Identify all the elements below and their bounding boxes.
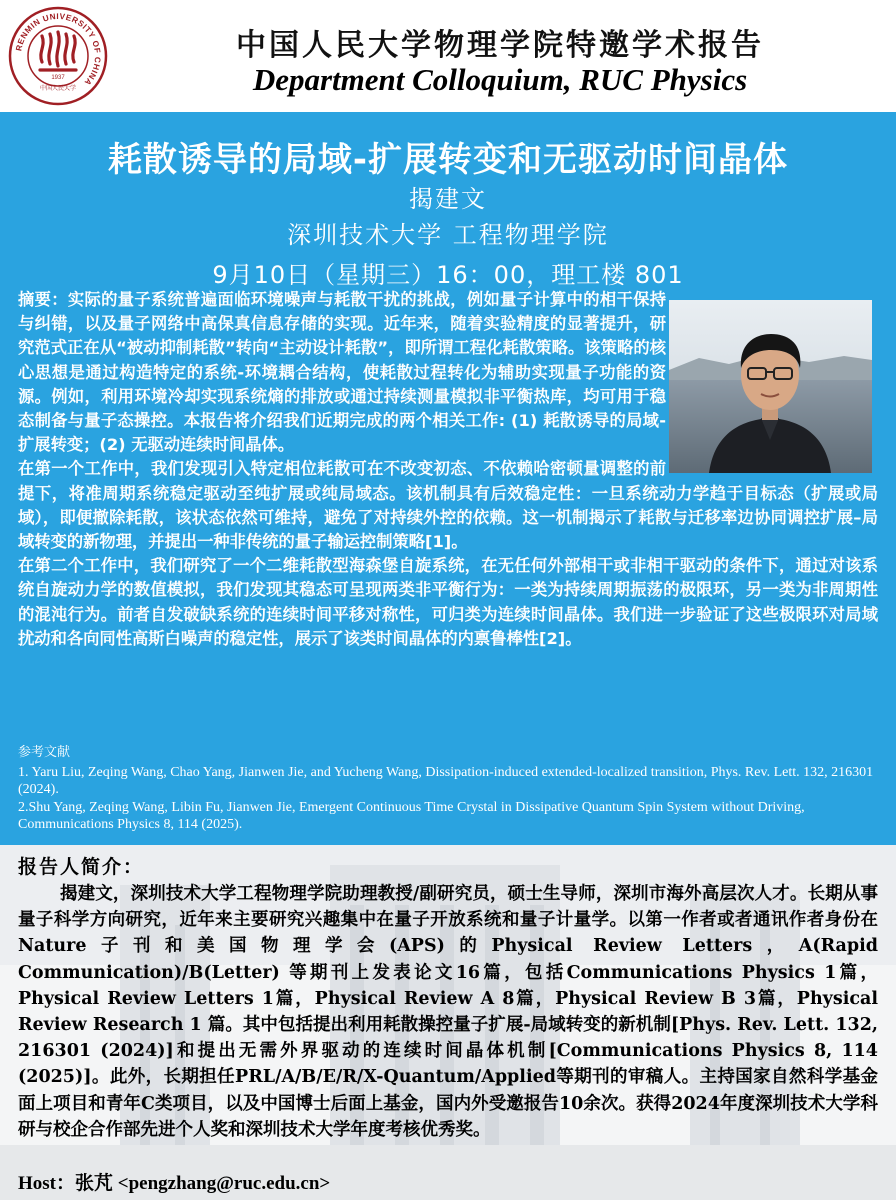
speaker-affiliation: 深圳技术大学 工程物理学院 <box>287 221 609 249</box>
talk-title: 耗散诱导的局域-扩展转变和无驱动时间晶体 <box>107 140 789 180</box>
logo-year: 1937 <box>51 75 65 81</box>
abstract-paragraph-3: 在第二个工作中，我们研究了一个二维耗散型海森堡自旋系统，在无任何外部相干或非相干驱动的条件下，通过对该系统自旋动力学的数值模拟，我们发现其稳态可呈现两类非平衡行为：一类为持续周期振荡的极限环，另一类为非周期性的混沌行为。前者自发破缺系统的连续时间平移对称性，可归类为连续时间晶体。我们进一步验证了这些极限环对局域扰动和各向同性高斯白噪声的稳定性，展示了该类时间晶体的内禀鲁棒性[2]。 <box>18 556 878 648</box>
references-heading: 参考文献 <box>18 745 71 760</box>
abstract-paragraph-2: 在第一个工作中，我们发现引入特定相位耗散可在不改变初态、不依赖哈密顿量调整的前提下，将准周期系统稳定驱动至纯扩展或纯局域态。该机制具有后效稳定性：一旦系统动力学趋于目标态（扩展或局域），即便撤除耗散，该状态依然可维持，避免了对持续外控的依赖。这一机制揭示了耗散与迁移率边协同调控扩展–局域转变的新物理，并提出一种非传统的量子输运控制策略[1]。 <box>18 459 878 552</box>
poster-header <box>0 0 896 112</box>
header-title-chinese: 中国人民大学物理学院特邀学术报告 <box>236 28 764 63</box>
logo-script: 中国人民大学 <box>39 85 77 92</box>
logo-ring-text: RENMIN UNIVERSITY OF CHINA <box>14 11 103 88</box>
bio-heading: 报告人简介： <box>18 856 145 878</box>
abstract-paragraph-1: 摘要：实际的量子系统普遍面临环境噪声与耗散干扰的挑战，例如量子计算中的相干保持与纠错，以及量子网络中高保真信息存储的实现。近年来，随着实验精度的显著提升，研究范式正在从“被动抑制耗散”转向“主动设计耗散”，即所谓工程化耗散策略。该策略的核心思想是通过构造特定的系统-环境耦合结构，使耗散过程转化为辅助实现量子功能的资源。例如，利用环境冷却实现系统熵的排放或通过持续测量模拟非平衡热库，均可用于稳态制备与量子态操控。本报告将介绍我们近期完成的两个相关工作: (1) 耗散诱导的局域-扩展转变；(2) 无驱动连续时间晶体。 <box>18 290 666 455</box>
time-and-place: 9月10日（星期三）16：00，理工楼 801 <box>212 261 684 289</box>
speaker-photo <box>669 300 872 473</box>
references <box>18 744 878 834</box>
speaker-bio: 揭建文，深圳技术大学工程物理学院助理教授/副研究员，硕士生导师，深圳市海外高层次人才。长期从事量子科学方向研究，近年来主要研究兴趣集中在量子开放系统和量子计量学。以第一作者或者通讯作者身份在Nature子刊和美国物理学会(APS)的Physical Review Letters，A(Rapid Communication)/B(Letter) 等期刊上发表论文16篇，包括Communications Physics 1篇，Physical Review Letters 1篇，Physical Review A 8篇，Physical Review B 3篇，Physical Review Research 1 篇。其中包括提出利用耗散操控量子扩展-局域转变的新机制[Phys. Rev. Lett. 132, 216301 (2024)]和提出无需外界驱动的连续时间晶体机制[Communications Physics 8, 114 (2025)]。此外，长期担任PRL/A/B/E/R/X-Quantum/Applied等期刊的审稿人。主持国家自然科学基金面上项目和青年C类项目，以及中国博士后面上基金，国内外受邀报告10余次。获得2024年度深圳技术大学科研与校企合作部先进个人奖和深圳技术大学年度考核优秀奖。 <box>18 884 878 1140</box>
reference-item: 2.Shu Yang, Zeqing Wang, Libin Fu, Jianwen Jie, Emergent Continuous Time Crystal in Dissipative Quantum Spin System without Driving, Communications Physics 8, 114 (2025). <box>18 799 805 833</box>
header-title-english: Department Colloquium, RUC Physics <box>252 62 748 97</box>
speaker-name: 揭建文 <box>409 185 487 213</box>
reference-item: 1. Yaru Liu, Zeqing Wang, Chao Yang, Jianwen Jie, and Yucheng Wang, Dissipation-induced extended-localized transition, Phys. Rev. Lett. 132, 216301 (2024). <box>18 764 874 798</box>
host-contact: Host：张芃 <pengzhang@ruc.edu.cn> <box>18 1173 331 1194</box>
university-logo <box>8 6 108 106</box>
talk-panel <box>0 112 896 845</box>
